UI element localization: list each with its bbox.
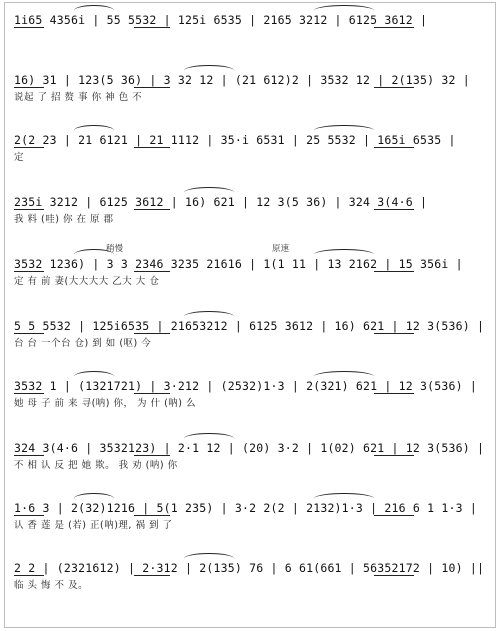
- score-line-4: [14, 194, 492, 242]
- notation-text: 2 2 | (2321612) | 2·312 | 2(135) 76 | 6 61(661 | 56352172 | 10) ||: [14, 561, 485, 575]
- rhythm-underline: [134, 27, 170, 28]
- rhythm-underline: [374, 393, 414, 394]
- notation-text: 16) 31 | 123(5 36) | 3 32 12 | (21 612)2 | 3532 12 | 2(135) 32 |: [14, 73, 470, 87]
- slur: [184, 311, 234, 322]
- score-line-2: [14, 72, 492, 120]
- lyrics-text: 定: [14, 152, 25, 163]
- rhythm-underline: [14, 147, 44, 148]
- notation-text: 5 5 5532 | 125i6535 | 21653212 | 6125 3612 | 16) 621 | 12 3(536) |: [14, 319, 485, 333]
- slur: [74, 249, 114, 260]
- slur: [314, 5, 374, 16]
- notation-text: 2(2 23 | 21 6121 | 21 1112 | 35·i 6531 | 25 5532 | 165i 6535 |: [14, 133, 456, 147]
- slur: [314, 249, 374, 260]
- rhythm-underline: [374, 27, 414, 28]
- lyrics-text: 我 料 (哇) 你 在 原 郡: [14, 214, 114, 225]
- lyrics-text: 临 头 悔 不 及。: [14, 580, 89, 591]
- slur: [314, 371, 374, 382]
- notation-text: 3532 1236) | 3 3 2346 3235 21616 | 1(1 11 | 13 2162 | 15 356i |: [14, 257, 463, 271]
- score-line-3: [14, 132, 492, 180]
- rhythm-underline: [14, 393, 44, 394]
- rhythm-underline: [134, 393, 170, 394]
- rhythm-underline: [134, 333, 170, 334]
- slur: [74, 125, 114, 136]
- score-line-8: [14, 440, 492, 488]
- rhythm-underline: [14, 271, 44, 272]
- rhythm-underline: [134, 209, 170, 210]
- rhythm-underline: [374, 515, 414, 516]
- rhythm-underline: [134, 455, 170, 456]
- rhythm-underline: [14, 27, 44, 28]
- slur: [74, 371, 114, 382]
- rhythm-underline: [374, 147, 414, 148]
- tempo-marking: 原速: [272, 244, 290, 254]
- rhythm-underline: [14, 455, 44, 456]
- slur: [184, 187, 234, 198]
- rhythm-underline: [134, 147, 170, 148]
- lyrics-text: 台 台 一个台 仓) 到 如 (呕) 今: [14, 338, 152, 349]
- rhythm-underline: [374, 87, 414, 88]
- score-line-9: [14, 500, 492, 548]
- score-line-7: [14, 378, 492, 426]
- rhythm-underline: [374, 575, 414, 576]
- notation-text: 3532 1 | (1321721) | 3·212 | (2532)1·3 | 2(321) 621 | 12 3(536) |: [14, 379, 478, 393]
- tempo-marking: 稍慢: [106, 244, 124, 254]
- rhythm-underline: [374, 333, 414, 334]
- rhythm-underline: [134, 515, 170, 516]
- slur: [184, 553, 234, 564]
- rhythm-underline: [374, 455, 414, 456]
- notation-text: 235i 3212 | 6125 3612 | 16) 621 | 12 3(5 36) | 324 3(4·6 |: [14, 195, 428, 209]
- score-line-6: [14, 318, 492, 366]
- notation-text: 1i65 4356i | 55 5532 | 125i 6535 | 2165 3212 | 6125 3612 |: [14, 13, 428, 27]
- rhythm-underline: [134, 87, 170, 88]
- slur: [74, 5, 114, 16]
- notation-text: 324 3(4·6 | 3532123) | 2·1 12 | (20) 3·2 | 1(02) 621 | 12 3(536) |: [14, 441, 485, 455]
- rhythm-underline: [14, 87, 44, 88]
- score-line-10: [14, 560, 492, 608]
- lyrics-text: 不 相 认 反 把 她 欺。 我 劝 (呐) 你: [14, 460, 178, 471]
- rhythm-underline: [374, 271, 414, 272]
- lyrics-text: 说起 了 招 赘 事 你 神 色 不: [14, 92, 143, 103]
- rhythm-underline: [14, 333, 44, 334]
- lyrics-text: 认 香 莲 是 (若) 正(呐)理, 祸 到 了: [14, 520, 173, 531]
- rhythm-underline: [374, 209, 414, 210]
- rhythm-underline: [14, 515, 44, 516]
- score-line-1: [14, 12, 492, 60]
- rhythm-underline: [14, 209, 44, 210]
- notation-text: 1·6 3 | 2(32)1216 | 5(1 235) | 3·2 2(2 | 2132)1·3 | 216 6 1 1·3 |: [14, 501, 478, 515]
- slur: [314, 493, 374, 504]
- lyrics-text: 定 有 前 妻(大大大大 乙大 大 仓: [14, 276, 160, 287]
- slur: [184, 65, 234, 76]
- rhythm-underline: [134, 575, 170, 576]
- slur: [314, 125, 374, 136]
- rhythm-underline: [14, 575, 44, 576]
- score-line-5: [14, 244, 492, 304]
- slur: [184, 433, 234, 444]
- lyrics-text: 她 母 子 前 来 寻(呐) 你， 为 什 (呐) 么: [14, 398, 197, 409]
- slur: [74, 493, 114, 504]
- rhythm-underline: [134, 271, 170, 272]
